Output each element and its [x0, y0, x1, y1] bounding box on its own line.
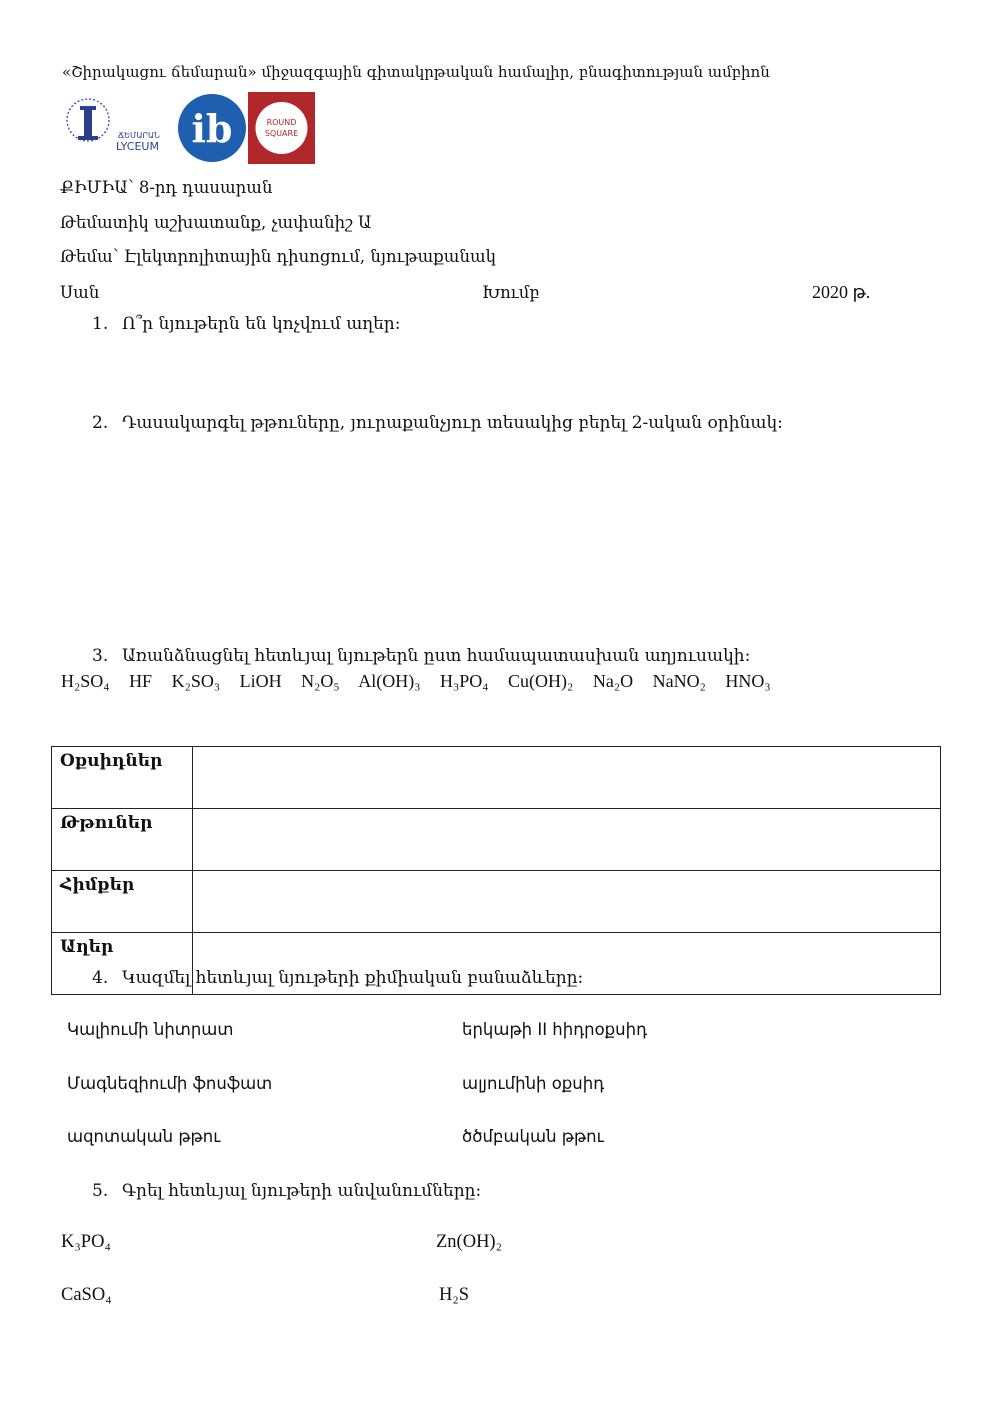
substance-formula: Zn(OH)₂	[436, 1232, 503, 1252]
subject-line: ՔԻՄԻԱ՝ 8-րդ դասարան	[60, 178, 273, 197]
table-row	[52, 809, 941, 871]
answer-cell[interactable]	[193, 747, 941, 809]
table-row	[52, 747, 941, 809]
row-label-bases: Հիմքեր	[52, 871, 193, 933]
answer-cell[interactable]	[193, 871, 941, 933]
substance-formula: K₃PO₄	[61, 1232, 111, 1252]
ib-logo-text: ib	[191, 106, 233, 151]
substance-name: Կալիումի նիտրատ	[67, 1020, 234, 1039]
question-1	[92, 314, 400, 334]
formula: K₂SO₃	[171, 671, 221, 691]
rs-logo-text1: ROUND	[266, 118, 297, 127]
substance-name: երկաթի II հիդրօքսիդ	[462, 1020, 648, 1039]
year-label: 2020 թ.	[812, 282, 871, 302]
question-2	[92, 413, 783, 433]
formula: HNO₃	[725, 671, 771, 691]
question-text: Առանձնացնել հետևյալ նյութերն ըստ համապատասխան աղյուսակի:	[122, 646, 751, 666]
substance-name: ազոտական թթու	[67, 1127, 221, 1146]
question-number: 1.	[92, 314, 109, 334]
substance-formula: CaSO₄	[61, 1285, 112, 1305]
row-label-salts: Աղեր	[52, 933, 193, 995]
question-number: 4.	[92, 968, 109, 988]
work-line: Թեմատիկ աշխատանք, չափանիշ Ա	[60, 213, 372, 232]
substance-name: Մագնեզիումի ֆոսֆատ	[67, 1074, 273, 1093]
student-label: Սան	[60, 283, 100, 302]
question-text: Գրել հետևյալ նյութերի անվանումները:	[122, 1181, 482, 1201]
formula: HF	[129, 671, 153, 691]
formula: NaNO₂	[652, 671, 706, 691]
formula: N₂O₅	[301, 671, 340, 691]
logos	[64, 92, 316, 164]
substance-formula: H₂S	[439, 1285, 470, 1305]
question-number: 2.	[92, 413, 109, 433]
row-label-acids: Թթուներ	[52, 809, 193, 871]
lyceum-logo-text1: ՃԵՄԱՐԱՆ	[118, 131, 160, 140]
formula-list	[61, 671, 786, 692]
round-square-logo	[248, 92, 315, 164]
ib-logo	[178, 94, 246, 162]
formula: Cu(OH)₂	[508, 671, 574, 691]
question-text: Դասակարգել թթուները, յուրաքանչյուր տեսակից բերել 2-ական օրինակ:	[122, 413, 783, 433]
formula: Al(OH)₃	[358, 671, 421, 691]
substance-name: ալյումինի օքսիդ	[462, 1074, 605, 1093]
answer-cell[interactable]	[193, 809, 941, 871]
formula: LiOH	[239, 671, 282, 691]
formula: Na₂O	[592, 671, 634, 691]
question-text: Ո՞ր նյութերն են կոչվում աղեր:	[122, 314, 401, 334]
rs-logo-text2: SQUARE	[264, 129, 299, 138]
question-3	[92, 646, 750, 666]
formula: H₂SO₄	[61, 671, 110, 691]
question-text: Կազմել հետևյալ նյութերի քիմիական բանաձևերը:	[122, 968, 584, 988]
question-4	[92, 968, 583, 988]
question-number: 5.	[92, 1181, 109, 1201]
topic-line: Թեմա՝ Էլեկտրոլիտային դիսոցում, նյութաքանակ	[60, 247, 496, 266]
group-label: Խումբ	[482, 283, 540, 302]
classification-table	[51, 746, 941, 995]
table-row	[52, 871, 941, 933]
substance-name: ծծմբական թթու	[462, 1127, 604, 1146]
row-label-oxides: Օքսիդներ	[52, 747, 193, 809]
lyceum-logo	[67, 99, 160, 153]
question-number: 3.	[92, 646, 109, 666]
lyceum-logo-text2: LYCEUM	[116, 140, 159, 153]
question-5	[92, 1181, 481, 1201]
school-header: «Շիրակացու ճեմարան» միջազգային գիտակրթական համալիր, բնագիտության ամբիոն	[62, 63, 770, 81]
formula: H₃PO₄	[439, 671, 489, 691]
